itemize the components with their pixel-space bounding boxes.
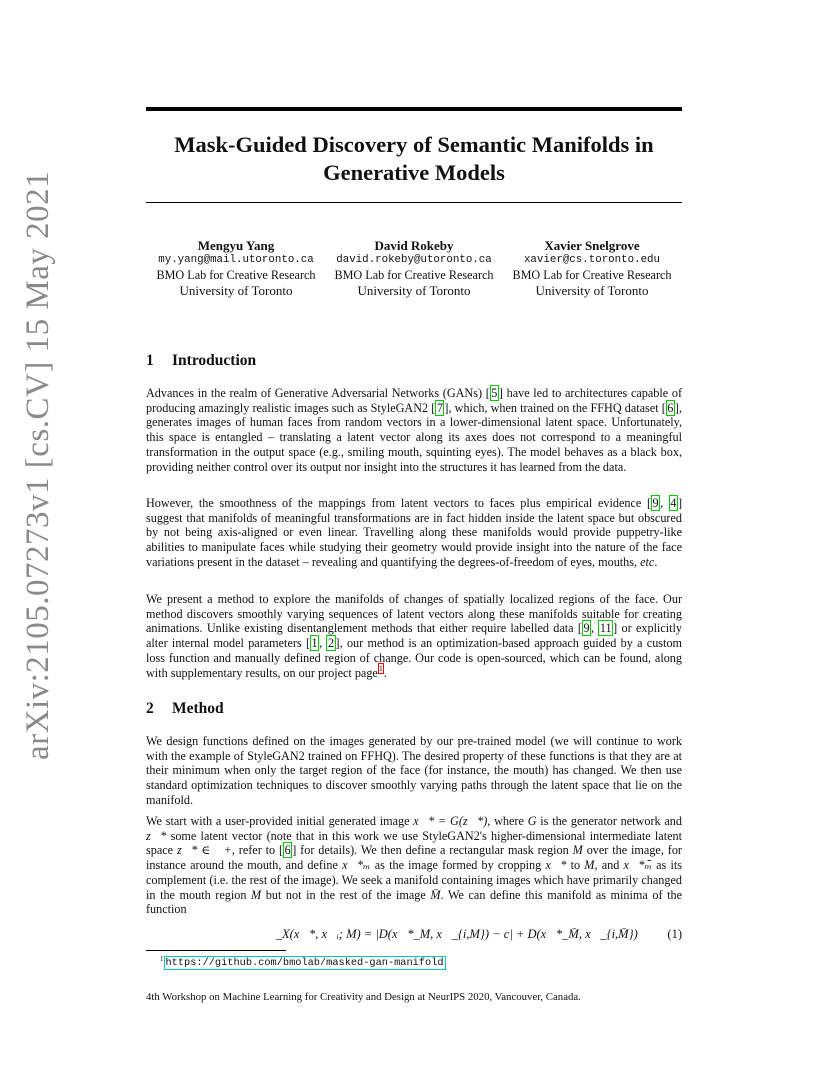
author-university: University of Toronto: [179, 283, 293, 298]
equation-number: (1): [667, 927, 682, 941]
author-email[interactable]: david.rokeby@utoronto.ca: [336, 254, 492, 266]
citation-link[interactable]: 1: [311, 636, 318, 651]
citation-link[interactable]: 7: [436, 400, 443, 415]
footnote: [160, 955, 446, 969]
citation-link[interactable]: 9: [583, 621, 590, 636]
title-rule-bottom: [146, 202, 682, 203]
section-number: 1: [146, 352, 154, 369]
section-title: Method: [172, 700, 224, 717]
intro-paragraph-2: However, the smoothness of the mappings from latent vectors to faces plus empirical evidence [ 9 , 4 ] suggest that manifolds of meaningful transformations are in fact hidden inside the latent space but obscured by not being axis-aligned or even linear. Travelling along these manifolds would provide puppetry-like abilities to manipulate faces while studying their geometry would provide insight into the nature of the face variations present in the dataset – revealing and quantifying the degrees-of-freedom of eyes, mouths, etc.: [146, 496, 683, 569]
citation-link[interactable]: 2: [327, 636, 335, 651]
footnote-marker[interactable]: 1: [378, 664, 383, 674]
equation-expression: ℒ_X(x⃗*, x⃗ᵢ; M) = |D(x⃗*_M, x⃗_{i,M}) − c| + D(x⃗*_M̄, x⃗_{i,M̄}): [266, 927, 638, 941]
author-3: [502, 238, 682, 298]
equation-1: [146, 927, 682, 943]
math-inline: x⃗* = G(z⃗*): [413, 814, 488, 828]
citation-link[interactable]: 6: [667, 400, 674, 415]
author-affiliation: BMO Lab for Creative Research: [156, 268, 316, 282]
author-name: David Rokeby: [374, 238, 454, 253]
venue-footer: 4th Workshop on Machine Learning for Creativity and Design at NeurIPS 2020, Vancouver, Canada.: [146, 991, 581, 1003]
method-paragraph-2: We start with a user-provided initial generated image x⃗* = G(z⃗*), where G is the generator network and z⃗* some latent vector (note that in this work we use StyleGAN2's higher-dimensional intermediate latent space z⃗* ∈ 𝒲+, refer to [ 6 ] for details). We then define a rectangular mask region M over the image, for instance around the mouth, and define x⃗*ₘ as the image formed by cropping x⃗* to M, and x⃗*ₘ̄ as its complement (i.e. the rest of the image). We seek a manifold containing images which have primarily changed in the mouth region M but not in the rest of the image M̄. We can define this manifold as minima of the function: [146, 814, 683, 917]
paper-title: [146, 131, 682, 187]
section-heading-method: [146, 700, 224, 718]
citation-link[interactable]: 11: [599, 621, 612, 636]
citation-link[interactable]: 9: [652, 496, 659, 510]
citation-link[interactable]: 5: [491, 386, 498, 400]
author-name: Mengyu Yang: [197, 238, 275, 253]
author-name: Xavier Snelgrove: [544, 238, 640, 253]
intro-paragraph-1: Advances in the realm of Generative Adversarial Networks (GANs) [ 5 ] have led to architectures capable of producing amazingly realistic images such as StyleGAN2 [ 7 ], which, when trained on the FFHQ dataset [ 6 ], generates images of human faces from random vectors in a lower-dimensional latent space. Unfortunately, this space is entangled – translating a latent vector along its axes does not correspond to a meaningful transformation in the output space (e.g., smiling mouth, squinting eyes). The model behaves as a black box, providing neither control over its output nor insight into the structures it has learned from the data.: [146, 386, 682, 474]
intro-paragraph-3: We present a method to explore the manifolds of changes of spatially localized regions of the face. Our method discovers smoothly varying sequences of latent vectors along these manifolds suitable for creating animations. Unlike existing disentanglement methods that either require labelled data [ 9 , 11 ] or explicitly alter internal model parameters [ 1 , 2 ], our method is an optimization-based approach guided by a custom loss function and manually defined region of change. Our code is open-sourced, which can be found, along with supplementary results, on our project page$^1$.: [146, 592, 683, 680]
author-2: [324, 238, 504, 298]
author-1: [146, 238, 326, 298]
title-line-1: Mask-Guided Discovery of Semantic Manifolds in: [174, 132, 654, 157]
footnote-number: 1: [160, 955, 164, 963]
author-affiliation: BMO Lab for Creative Research: [334, 268, 494, 282]
citation-link[interactable]: 6: [284, 843, 291, 858]
method-paragraph-1: We design functions defined on the images generated by our pre-trained model (we will continue to work with the example of StyleGAN2 trained on FFHQ). The desired property of these functions is that they are at their minimum when only the target region of the face (for instance, the mouth) has changed. We then use standard optimization techniques to discover smoothly varying paths through the latent space that lie on the manifold.: [146, 734, 682, 807]
author-email[interactable]: xavier@cs.toronto.edu: [523, 254, 661, 266]
author-email[interactable]: my.yang@mail.utoronto.ca: [158, 254, 314, 266]
footnote-rule: [146, 950, 286, 951]
author-university: University of Toronto: [357, 283, 471, 298]
section-number: 2: [146, 700, 154, 717]
section-title: Introduction: [172, 352, 257, 369]
citation-link[interactable]: 4: [670, 496, 677, 510]
project-url-link[interactable]: https://github.com/bmolab/masked-gan-manifold: [165, 957, 444, 970]
arxiv-stamp: arXiv:2105.07273v1 [cs.CV] 15 May 2021: [20, 170, 56, 760]
title-line-2: Generative Models: [323, 160, 505, 185]
section-heading-introduction: [146, 352, 256, 370]
author-affiliation: BMO Lab for Creative Research: [512, 268, 672, 282]
author-university: University of Toronto: [535, 283, 649, 298]
title-rule-top: [146, 107, 682, 111]
